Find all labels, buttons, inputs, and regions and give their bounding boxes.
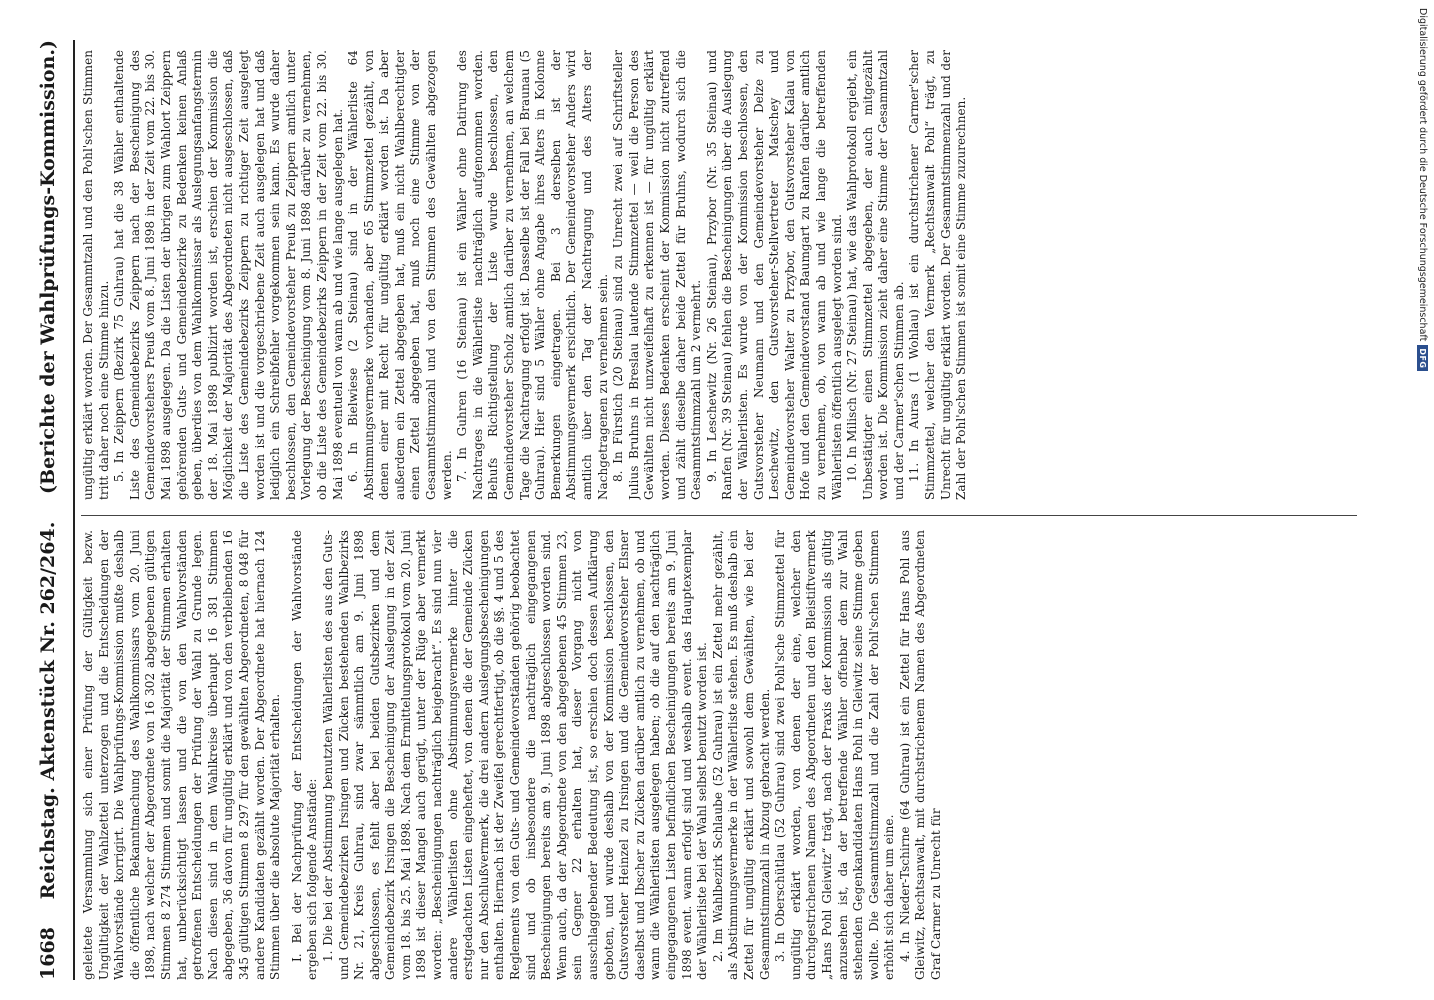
paragraph: geleitete Versammlung sich einer Prüfung der Gültigkeit bezw. Ungültigkeit der Wahlzettel unterzogen und die Entscheidungen der Wahlvorstände korrigirt. Die Wahlprüfungs-Kommission mußte deshalb die öffentliche Bekanntmachung des Wahlkommissars vom 20. Juni 1898, nach welcher der Abgeordnete von 16 302 abgegebenen gültigen Stimmen 8 274 Stimmen und somit die Majorität der Stimmen erhalten hat, unberücksichtigt lassen und die von den Wahlvorständen getroffenen Entscheidungen der Prüfung der Wahl zu Grunde legen. Nach diesen sind in dem Wahlkreise überhaupt 16 381 Stimmen abgegeben, 36 davon für ungültig erklärt und von den verbleibenden 16 345 gültigen Stimmen 8 297 für den gewählten Abgeordneten, 8 048 für andere Kandidaten gezählt worden. Der Abgeordnete hat hiernach 124 Stimmen über die absolute Majorität erhalten. [81, 530, 283, 980]
page-header [37, 40, 71, 980]
paragraph: 9. In Leschewitz (Nr. 26 Steinau), Przybor (Nr. 35 Steinau) und Ranfen (Nr. 39 Steinau) fehlen die Bescheinigungen über die Auslegung der Wählerlisten. Es wurde von der Kommission beschlossen, den Gutsvorsteher Neumann und den Gemeindevorsteher Delze zu Leschewitz, den Gutsvorsteher-Stellvertreter Matschey und Gemeindevorsteher Walter zu Przybor, den Gutsvorsteher Kalau von Hofe und den Gemeindevorstand Baumgart zu Ranfen darüber amtlich zu vernehmen, ob, von wann ab und wie lange die betreffenden Wählerlisten öffentlich ausgelegt worden sind. [704, 50, 844, 500]
left-column [81, 530, 1369, 980]
paragraph: 10. In Milisch (Nr. 27 Steinau) hat, wie das Wahlprotokoll ergiebt, ein Unbestätigter einen Stimmzettel abgegeben, der auch mitgezählt worden ist. Die Kommission zieht daher eine Stimme der Gesammtzahl und der Carmer'schen Stimmen ab. [845, 50, 906, 500]
dfg-logo: DFG [1417, 345, 1428, 371]
funding-notice [1417, 8, 1428, 371]
paragraph: 11. In Auras (1 Wohlau) ist ein durchstrichener Carmer'scher Stimmzettel, welcher den Vermerk „Rechtsanwalt Pohl“ trägt, zu Unrecht für ungültig erklärt worden. Der Gesammtstimmenzahl und der Zahl der Pohl'schen Stimmen ist somit eine Stimme zuzurechnen. [907, 50, 969, 500]
paragraph: 3. In Oberschütlau (52 Guhrau) sind zwei Pohl'sche Stimmzettel für ungültig erklärt worden, von denen der eine, welcher den durchgestrichenen Namen des Abgeordneten und den Bleistiftvermerk „Hans Pohl Gleiwitz“ trägt, nach der Praxis der Kommission als gültig anzusehen ist, da der betreffende Wähler offenbar dem zur Wahl stehenden Gegenkandidaten Hans Pohl in Gleiwitz seine Stimme geben wollte. Die Gesammtstimmzahl und die Zahl der Pohl'schen Stimmen erhöht sich daher um eine. [773, 530, 897, 980]
header-rule [73, 40, 75, 980]
paragraph: I. Bei der Nachprüfung der Entscheidungen der Wahlvorstände ergeben sich folgende Anstände: [289, 530, 320, 980]
header-title: Reichstag. Aktenstück Nr. 262/264. [37, 521, 59, 900]
paragraph: 7. In Guhren (16 Steinau) ist ein Wähler ohne Datirung des Nachtrages in die Wählerliste nachträglich aufgenommen worden. Behufs Richtigstellung der Liste wurde beschlossen, den Gemeindevorsteher Scholz amtlich darüber zu vernehmen, an welchem Tage die Nachtragung erfolgt ist. Dasselbe ist der Fall bei Braunau (5 Guhrau). Hier sind 5 Wähler ohne Angabe ihres Alters in Kolonne Bemerkungen eingetragen. Bei 3 derselben ist der Abstimmungsvermerk ersichtlich. Der Gemeindevorsteher Anders wird amtlich über den Tag der Nachtragung und des Alters der Nachgetragenen zu vernehmen sein. [455, 50, 610, 500]
paragraph: 5. In Zeippern (Bezirk 75 Guhrau) hat die 38 Wähler enthaltende Liste des Gemeindebezirks Zeippern nach der Bescheinigung des Gemeindevorstehers Preuß vom 8. Juni 1898 in der Zeit vom 22. bis 30. Mai 1898 ausgelegen. Da die Listen der übrigen zum Wahlort Zeippern gehörenden Guts- und Gemeindebezirke zu Bedenken keinen Anlaß geben, überdies von dem Wahlkommissar als Auslegungsanfangstermin der 18. Mai 1898 publizirt worden ist, erschien der Kommission die Möglichkeit der Majorität des Abgeordneten nicht ausgeschlossen, daß die Liste des Gemeindebezirks Zeippern zu richtiger Zeit ausgelegt worden ist und die vorgeschriebene Zeit auch ausgelegen hat und daß lediglich ein Schreibfehler vorgekommen sein kann. Es wurde daher beschlossen, den Gemeindevorsteher Preuß zu Zeippern amtlich unter Vorlegung der Bescheinigung vom 8. Juni 1898 darüber zu vernehmen, ob die Liste des Gemeindebezirks Zeippern in der Zeit vom 22. bis 30. Mai 1898 eventuell von wann ab und wie lange ausgelegen hat. [112, 50, 345, 500]
paragraph: 1. Die bei der Abstimmung benutzten Wählerlisten des aus den Guts- und Gemeindebezirken Irsingen und Zücken bestehenden Wahlbezirks Nr. 21, Kreis Guhrau, sind zwar sämmtlich am 9. Juni 1898 abgeschlossen, es fehlt aber bei beiden Gutsbezirken und dem Gemeindebezirk Irsingen die Bescheinigung der Auslegung in der Zeit vom 18. bis 25. Mai 1898. Nach dem Ermittelungsprotokoll vom 20. Juni 1898 ist dieser Mangel auch gerügt, unter der Rüge aber vermerkt worden: „Bescheinigungen nachträglich beigebracht“. Es sind nun vier andere Wählerlisten ohne Abstimmungsvermerke hinter die erstgedachten Listen eingeheftet, von denen die der Gemeinde Zücken nur den Abschlußvermerk, die drei andern Auslegungsbescheinigungen enthalten. Hiernach ist der Zweifel gerechtfertigt, ob die §§. 4 und 5 des Reglements von den Guts- und Gemeindevorständen gehörig beobachtet sind und ob insbesondere die nachträglich eingegangenen Bescheinigungen bereits am 9. Juni 1898 abgeschlossen worden sind. Wenn auch, da der Abgeordnete von den abgegebenen 45 Stimmen 23, sein Gegner 22 erhalten hat, dieser Vorgang nicht von ausschlaggebender Bedeutung ist, so erschien doch dessen Aufklärung geboten, und wurde deshalb von der Kommission beschlossen, den Gutsvorsteher Heinzel zu Irsingen und die Gemeindevorsteher Elsner daselbst und Ibscher zu Zücken darüber amtlich zu vernehmen, ob und wann die Wählerlisten ausgelegen haben; ob die auf den nachträglich eingegangenen Listen befindlichen Bescheinigungen bereits am 9. Juni 1898 event. wann erfolgt sind und weshalb event. das Hauptexemplar der Wählerliste bei der Wahl selbst benutzt worden ist. [320, 530, 710, 980]
page-number: 1668 [37, 927, 59, 980]
paragraph: ungültig erklärt worden. Der Gesammtzahl und den Pohl'schen Stimmen tritt daher noch eine Stimme hinzu. [81, 50, 111, 500]
paragraph: 2. Im Wahlbezirk Schlaube (52 Guhrau) ist ein Zettel mehr gezählt, als Abstimmungsvermerke in der Wählerliste stehen. Es muß deshalb ein Zettel für ungültig erklärt und sowohl dem Gewählten, wie bei der Gesammtstimmzahl in Abzug gebracht werden. [710, 530, 772, 980]
column-divider [81, 515, 1357, 516]
paragraph: 4. In Nieder-Tschirne (64 Guhrau) ist ein Zettel für Hans Pohl aus Gleiwitz, Rechtsanwalt, mit durchstrichenem Namen des Abgeordneten Graf Carmer zu Unrecht für [897, 530, 944, 980]
paragraph: 8. In Fürstich (20 Steinau) sind zu Unrecht zwei auf Schriftsteller Julius Bruhns in Breslau lautende Stimmzettel — weil die Person des Gewählten nicht unzweifelhaft zu erkennen ist — für ungültig erklärt worden. Dieses Bedenken erscheint der Kommission nicht zutreffend und zählt dieselbe daher beide Zettel für Bruhns, wodurch sich die Gesammtstimmzahl um 2 vermehrt. [611, 50, 704, 500]
right-column [81, 50, 1369, 500]
document-page [37, 20, 1377, 980]
header-section: (Berichte der Wahlprüfungs-Kommission.) [37, 40, 59, 494]
funding-notice-text: Digitalisierung gefördert durch die Deutsche Forschungsgemeinschaft [1417, 8, 1428, 342]
paragraph: 6. In Bielwiese (2 Steinau) sind in der Wählerliste 64 Abstimmungsvermerke vorhanden, aber 65 Stimmzettel gezählt, von denen einer mit Recht für ungültig erklärt worden ist. Da aber außerdem ein Zettel abgegeben hat, muß ein nicht Wahlberechtigter einen Zettel abgegeben hat, muß noch eine Stimme von der Gesammtstimmzahl und von den Stimmen des Gewählten abgezogen werden. [346, 50, 454, 500]
